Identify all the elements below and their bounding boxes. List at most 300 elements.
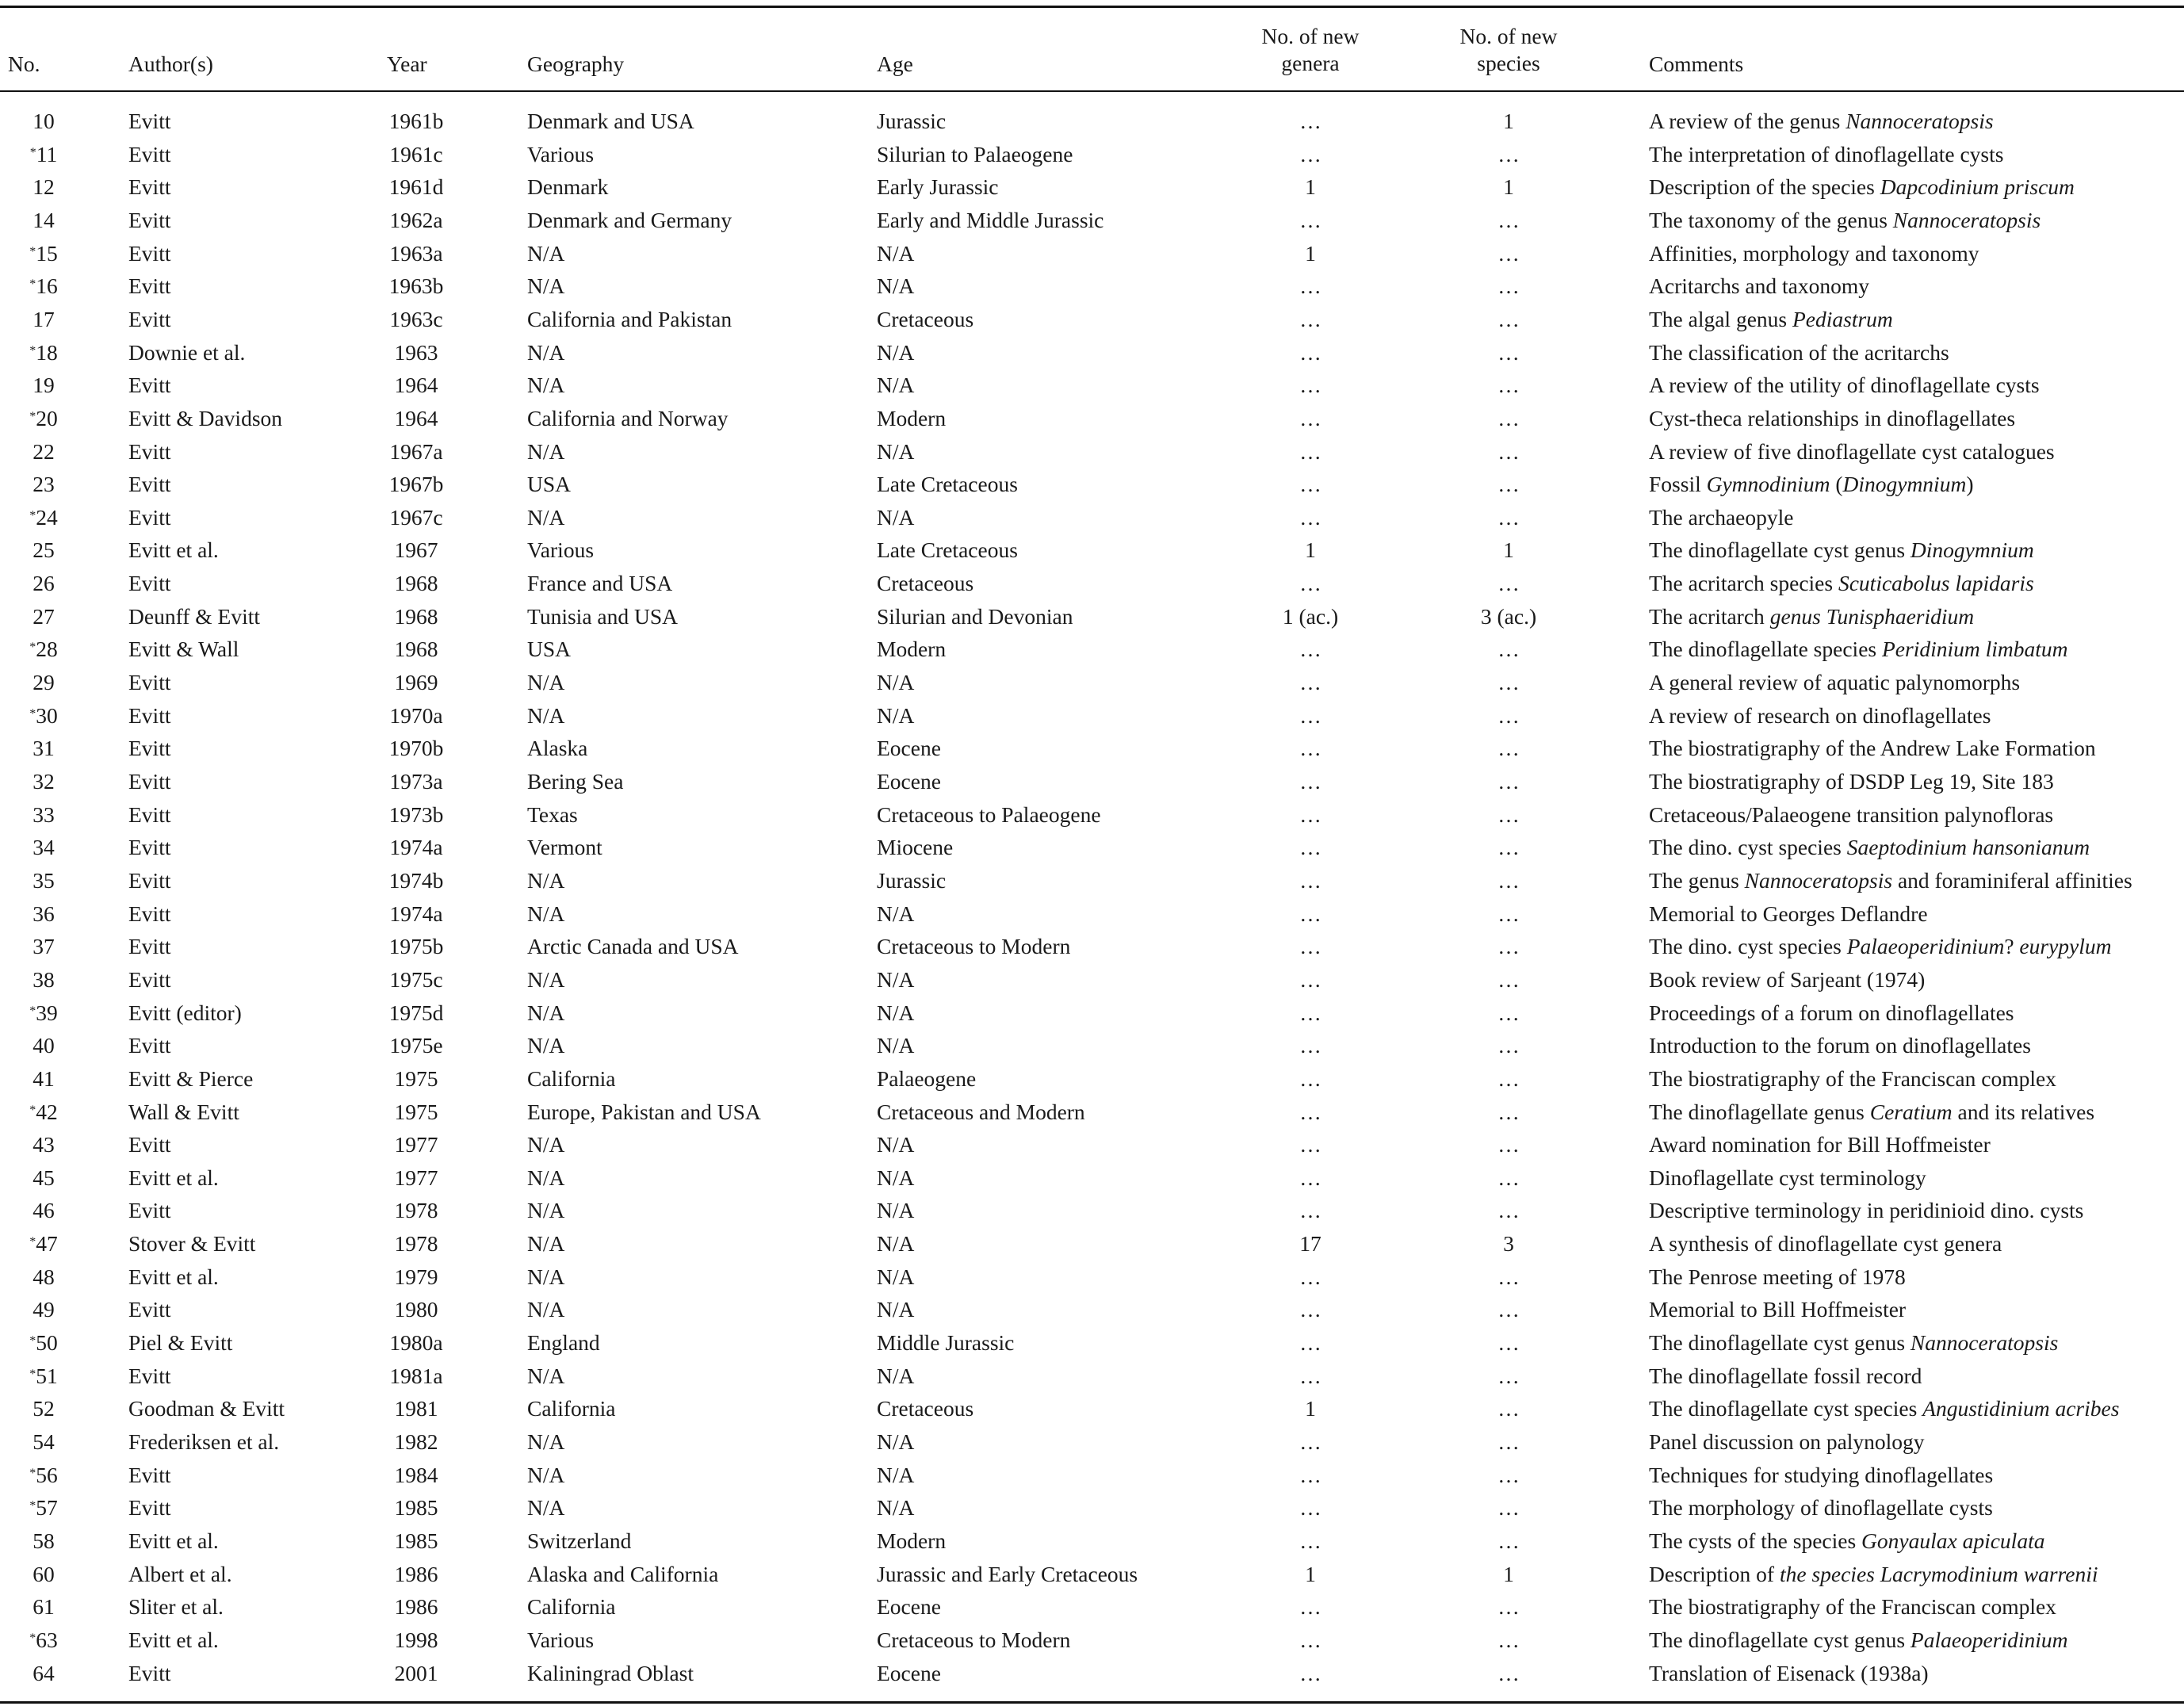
asterisk-marker: * [29, 1334, 36, 1348]
cell-author: Evitt [128, 1661, 171, 1685]
cell-year: 1980 [394, 1297, 438, 1322]
cell-geography: N/A [527, 505, 565, 530]
comment-text: Cyst-theca relationships in dinoflagellates [1649, 406, 2016, 430]
cell-author: Evitt [128, 1132, 171, 1157]
cell-new-genera: … [1299, 703, 1321, 728]
cell-year: 1963b [388, 273, 444, 298]
row-number: 48 [33, 1264, 55, 1289]
cell-comment [1649, 306, 1893, 332]
cell-new-species: 3 (ac.) [1480, 604, 1537, 629]
cell-year: 1964 [394, 406, 438, 430]
taxon-name: the species Lacrymodinium warrenii [1779, 1562, 2098, 1586]
cell-geography: Kaliningrad Oblast [527, 1661, 694, 1685]
cell-year: 1974b [388, 868, 444, 893]
asterisk-marker: * [29, 1631, 36, 1645]
cell-comment [1649, 834, 2090, 860]
comment-text: Techniques for studying dinoflagellates [1649, 1463, 1994, 1487]
cell-new-genera: … [1299, 571, 1321, 595]
cell-year: 1964 [394, 373, 438, 397]
cell-author: Evitt [128, 109, 171, 133]
cell-author: Evitt [128, 241, 171, 266]
cell-new-species: … [1497, 307, 1520, 331]
taxon-name: eurypylum [2019, 934, 2112, 958]
cell-comment [1649, 141, 2003, 167]
cell-year: 1985 [394, 1495, 438, 1520]
row-number: 12 [33, 174, 55, 199]
cell-new-species: 1 [1503, 537, 1514, 562]
cell-year: 1982 [394, 1429, 438, 1454]
cell-new-genera: … [1299, 1429, 1321, 1454]
cell-geography: Switzerland [527, 1528, 632, 1553]
cell-age: N/A [877, 241, 915, 266]
cell-new-species: … [1497, 1495, 1520, 1520]
cell-age: N/A [877, 373, 915, 397]
cell-author: Evitt [128, 901, 171, 926]
row-number: 22 [33, 439, 55, 464]
cell-new-species: … [1497, 142, 1520, 166]
row-number: 47 [36, 1231, 58, 1256]
cell-geography: N/A [527, 1429, 565, 1454]
cell-new-genera: … [1299, 340, 1321, 365]
cell-comment [1649, 735, 2096, 761]
cell-year: 1961b [388, 109, 444, 133]
cell-age: Eocene [877, 736, 941, 760]
cell-age: N/A [877, 1165, 915, 1190]
asterisk-marker: * [29, 1104, 36, 1117]
row-number: 35 [33, 868, 55, 893]
cell-new-genera: … [1299, 1264, 1321, 1289]
cell-new-genera: … [1299, 1100, 1321, 1124]
cell-no [8, 1296, 79, 1322]
cell-no [8, 1561, 79, 1587]
cell-year: 1985 [394, 1528, 438, 1553]
cell-new-species: … [1497, 373, 1520, 397]
taxon-name: Ceratium [1869, 1100, 1953, 1124]
row-number: 36 [33, 901, 55, 926]
cell-comment [1649, 1363, 1922, 1389]
cell-year: 1967c [389, 505, 443, 530]
cell-age: Eocene [877, 1594, 941, 1619]
cell-year: 1986 [394, 1594, 438, 1619]
cell-new-species: … [1497, 1364, 1520, 1388]
cell-no [8, 1593, 79, 1620]
cell-new-genera: … [1299, 967, 1321, 992]
row-number: 30 [36, 703, 58, 728]
cell-no [8, 438, 79, 465]
cell-new-genera: … [1299, 1661, 1321, 1685]
cell-no [8, 537, 79, 563]
cell-age: Cretaceous to Palaeogene [877, 802, 1101, 827]
cell-no [8, 1264, 79, 1290]
cell-geography: N/A [527, 703, 565, 728]
cell-age: N/A [877, 1033, 915, 1058]
cell-new-genera: … [1299, 505, 1321, 530]
cell-new-genera: … [1299, 1330, 1321, 1355]
taxon-name: Scuticabolus lapidaris [1838, 571, 2034, 595]
cell-no [8, 933, 79, 959]
cell-author: Evitt [128, 703, 171, 728]
cell-comment [1649, 933, 2112, 959]
cell-year: 1963a [389, 241, 443, 266]
cell-new-species: … [1497, 769, 1520, 794]
cell-year: 1973b [388, 802, 444, 827]
cell-year: 1974a [389, 901, 443, 926]
cell-new-species: … [1497, 1396, 1520, 1421]
cell-author: Wall & Evitt [128, 1100, 239, 1124]
cell-year: 1961d [388, 174, 444, 199]
cell-comment [1649, 1593, 2056, 1620]
comment-text: Proceedings of a forum on dinoflagellates [1649, 1000, 2014, 1025]
cell-geography: Various [527, 142, 595, 166]
row-number: 39 [36, 1000, 58, 1025]
cell-new-species: … [1497, 1297, 1520, 1322]
cell-author: Albert et al. [128, 1562, 232, 1586]
row-number: 42 [36, 1100, 58, 1124]
comment-text: Panel discussion on palynology [1649, 1429, 1925, 1454]
cell-author: Frederiksen et al. [128, 1429, 280, 1454]
cell-author: Goodman & Evitt [128, 1396, 285, 1421]
row-number: 17 [33, 307, 55, 331]
cell-new-genera: … [1299, 670, 1321, 694]
cell-new-genera: … [1299, 835, 1321, 859]
row-number: 60 [33, 1562, 55, 1586]
cell-age: Palaeogene [877, 1066, 977, 1091]
asterisk-marker: * [29, 277, 36, 291]
cell-age: N/A [877, 1495, 915, 1520]
row-number: 20 [36, 406, 58, 430]
row-number: 58 [33, 1528, 55, 1553]
cell-new-genera: … [1299, 901, 1321, 926]
row-number: 11 [36, 142, 58, 166]
cell-no [8, 603, 79, 629]
cell-geography: N/A [527, 1364, 565, 1388]
comment-text: Fossil [1649, 472, 1707, 496]
cell-new-genera: … [1299, 1495, 1321, 1520]
cell-new-species: … [1497, 1330, 1520, 1355]
cell-new-genera: … [1299, 1198, 1321, 1222]
cell-new-genera: 1 (ac.) [1282, 604, 1339, 629]
cell-year: 1975b [388, 934, 444, 958]
cell-age: N/A [877, 340, 915, 365]
taxon-name: Saeptodinium hansonianum [1846, 835, 2090, 859]
cell-no [8, 240, 79, 266]
cell-new-species: 1 [1503, 174, 1514, 199]
row-number: 63 [36, 1628, 58, 1652]
row-number: 45 [33, 1165, 55, 1190]
cell-age: N/A [877, 1429, 915, 1454]
cell-comment [1649, 669, 2020, 695]
cell-no [8, 1363, 79, 1389]
row-number: 46 [33, 1198, 55, 1222]
cell-age: Silurian to Palaeogene [877, 142, 1073, 166]
cell-comment [1649, 1660, 1929, 1686]
cell-new-genera: … [1299, 1364, 1321, 1388]
cell-comment [1649, 867, 2132, 893]
cell-geography: California [527, 1066, 616, 1091]
cell-new-genera: … [1299, 273, 1321, 298]
header-authors: Author(s) [128, 52, 213, 76]
header-year: Year [387, 52, 427, 76]
asterisk-marker: * [29, 146, 36, 159]
cell-new-species: … [1497, 340, 1520, 365]
comment-text: The morphology of dinoflagellate cysts [1649, 1495, 1993, 1520]
comment-text: The dino. cyst species [1649, 934, 1847, 958]
cell-comment [1649, 207, 2041, 233]
cell-new-species: … [1497, 1198, 1520, 1222]
comment-text: The interpretation of dinoflagellate cysts [1649, 142, 2004, 166]
comment-text: Translation of Eisenack (1938a) [1649, 1661, 1929, 1685]
comment-text: Introduction to the forum on dinoflagellates [1649, 1033, 2031, 1058]
cell-year: 1962a [389, 208, 443, 232]
cell-age: Early Jurassic [877, 174, 999, 199]
comment-text: Award nomination for Bill Hoffmeister [1649, 1132, 1991, 1157]
cell-no [8, 1032, 79, 1058]
cell-age: Eocene [877, 769, 941, 794]
comment-text: The biostratigraphy of DSDP Leg 19, Site 183 [1649, 769, 2054, 794]
cell-comment [1649, 372, 2040, 398]
row-number: 25 [33, 537, 55, 562]
cell-comment [1649, 1165, 1926, 1191]
cell-age: Modern [877, 1528, 947, 1553]
cell-author: Evitt [128, 1495, 171, 1520]
cell-geography: N/A [527, 1264, 565, 1289]
cell-comment [1649, 339, 1949, 365]
cell-geography: N/A [527, 1033, 565, 1058]
cell-comment [1649, 471, 1973, 497]
asterisk-marker: * [29, 707, 36, 721]
cell-new-genera: … [1299, 208, 1321, 232]
cell-new-species: … [1497, 241, 1520, 266]
cell-year: 1968 [394, 604, 438, 629]
cell-new-genera: … [1299, 736, 1321, 760]
cell-year: 1975 [394, 1066, 438, 1091]
taxon-name: Gymnodinium [1706, 472, 1830, 496]
cell-new-genera: … [1299, 373, 1321, 397]
cell-geography: France and USA [527, 571, 673, 595]
cell-age: Modern [877, 637, 947, 661]
cell-author: Evitt [128, 174, 171, 199]
row-number: 52 [33, 1396, 55, 1421]
cell-no [8, 273, 79, 299]
taxon-name: Nannoceratopsis [1845, 109, 1994, 133]
cell-no [8, 702, 79, 729]
header-age: Age [877, 52, 913, 76]
cell-age: Middle Jurassic [877, 1330, 1015, 1355]
cell-author: Evitt [128, 1297, 171, 1322]
cell-year: 2001 [394, 1661, 438, 1685]
cell-year: 1975e [389, 1033, 443, 1058]
comment-text: The Penrose meeting of 1978 [1649, 1264, 1906, 1289]
cell-comment [1649, 273, 1869, 299]
cell-comment [1649, 702, 1991, 729]
cell-author: Evitt [128, 1364, 171, 1388]
cell-no [8, 966, 79, 993]
cell-age: Cretaceous [877, 571, 974, 595]
cell-comment [1649, 1429, 1925, 1455]
row-number: 56 [36, 1463, 58, 1487]
cell-author: Evitt (editor) [128, 1000, 242, 1025]
cell-no [8, 504, 79, 530]
cell-author: Evitt [128, 967, 171, 992]
comment-text: The cysts of the species [1649, 1528, 1862, 1553]
cell-author: Evitt [128, 835, 171, 859]
cell-new-species: … [1497, 1661, 1520, 1685]
cell-year: 1975d [388, 1000, 444, 1025]
cell-new-species: 1 [1503, 1562, 1514, 1586]
cell-age: N/A [877, 1132, 915, 1157]
row-number: 23 [33, 472, 55, 496]
cell-new-species: … [1497, 868, 1520, 893]
cell-geography: N/A [527, 1495, 565, 1520]
row-number: 54 [33, 1429, 55, 1454]
cell-new-genera: … [1299, 109, 1321, 133]
taxon-name: Nannoceratopsis [1892, 208, 2041, 232]
taxon-name: Nannoceratopsis [1744, 868, 1893, 893]
cell-no [8, 669, 79, 695]
cell-comment [1649, 1395, 2119, 1421]
cell-age: Miocene [877, 835, 954, 859]
cell-new-genera: … [1299, 1594, 1321, 1619]
taxon-name: Palaeoperidinium [1910, 1628, 2068, 1652]
header-comments: Comments [1649, 52, 1744, 76]
cell-geography: N/A [527, 273, 565, 298]
asterisk-marker: * [29, 1235, 36, 1249]
cell-comment [1649, 1264, 1906, 1290]
comment-text: The archaeopyle [1649, 505, 1794, 530]
row-number: 43 [33, 1132, 55, 1157]
cell-new-species: … [1497, 1528, 1520, 1553]
cell-geography: N/A [527, 868, 565, 893]
header-geography: Geography [527, 52, 625, 76]
cell-comment [1649, 1000, 2014, 1026]
cell-comment [1649, 1561, 2098, 1587]
cell-author: Sliter et al. [128, 1594, 224, 1619]
row-number: 10 [33, 109, 55, 133]
comment-text: The biostratigraphy of the Franciscan complex [1649, 1594, 2056, 1619]
comment-text: The dinoflagellate fossil record [1649, 1364, 1922, 1388]
comment-text: The classification of the acritarchs [1649, 340, 1949, 365]
asterisk-marker: * [29, 1499, 36, 1513]
cell-new-species: … [1497, 273, 1520, 298]
cell-new-genera: … [1299, 1165, 1321, 1190]
cell-age: Jurassic [877, 109, 947, 133]
row-number: 50 [36, 1330, 58, 1355]
comment-text: A review of the utility of dinoflagellate cysts [1649, 373, 2040, 397]
cell-year: 1975c [389, 967, 443, 992]
cell-geography: USA [527, 637, 572, 661]
comment-text: Acritarchs and taxonomy [1649, 273, 1869, 298]
cell-geography: N/A [527, 901, 565, 926]
cell-comment [1649, 636, 2068, 662]
cell-age: N/A [877, 901, 915, 926]
cell-comment [1649, 1197, 2083, 1223]
cell-geography: N/A [527, 1132, 565, 1157]
row-number: 26 [33, 571, 55, 595]
cell-comment [1649, 174, 2075, 200]
cell-geography: Denmark and USA [527, 109, 694, 133]
cell-new-species: … [1497, 1100, 1520, 1124]
cell-new-genera: … [1299, 1132, 1321, 1157]
cell-no [8, 901, 79, 927]
cell-age: Late Cretaceous [877, 537, 1018, 562]
cell-author: Evitt [128, 373, 171, 397]
cell-no [8, 834, 79, 860]
cell-no [8, 174, 79, 200]
row-number: 34 [33, 835, 55, 859]
cell-age: N/A [877, 1364, 915, 1388]
comment-text: Memorial to Georges Deflandre [1649, 901, 1928, 926]
comment-text: The dinoflagellate cyst species [1649, 1396, 1923, 1421]
row-number: 64 [33, 1661, 55, 1685]
cell-year: 1998 [394, 1628, 438, 1652]
cell-year: 1978 [394, 1231, 438, 1256]
cell-no [8, 108, 79, 134]
cell-new-species: … [1497, 571, 1520, 595]
cell-geography: N/A [527, 967, 565, 992]
cell-new-genera: … [1299, 1463, 1321, 1487]
cell-geography: California [527, 1396, 616, 1421]
cell-new-genera: … [1299, 142, 1321, 166]
cell-new-species: … [1497, 439, 1520, 464]
cell-author: Evitt [128, 439, 171, 464]
cell-author: Evitt [128, 307, 171, 331]
cell-no [8, 1165, 79, 1191]
cell-age: Cretaceous to Modern [877, 1628, 1071, 1652]
row-number: 37 [33, 934, 55, 958]
cell-geography: N/A [527, 1165, 565, 1190]
taxon-name: Dinogymnium [1842, 472, 1967, 496]
cell-geography: England [527, 1330, 600, 1355]
cell-new-species: … [1497, 1594, 1520, 1619]
cell-no [8, 1230, 79, 1257]
cell-no [8, 405, 79, 431]
comment-text: The dinoflagellate species [1649, 637, 1882, 661]
cell-author: Evitt [128, 505, 171, 530]
cell-comment [1649, 1032, 2031, 1058]
cell-geography: California and Norway [527, 406, 729, 430]
comment-text: A review of five dinoflagellate cyst catalogues [1649, 439, 2055, 464]
asterisk-marker: * [29, 344, 36, 358]
cell-new-genera: … [1299, 1000, 1321, 1025]
taxon-name: Gonyaulax apiculata [1861, 1528, 2045, 1553]
row-number: 61 [33, 1594, 55, 1619]
cell-no [8, 1000, 79, 1026]
cell-geography: Alaska and California [527, 1562, 719, 1586]
cell-no [8, 735, 79, 761]
cell-age: Silurian and Devonian [877, 604, 1073, 629]
cell-age: Cretaceous and Modern [877, 1100, 1085, 1124]
row-number: 38 [33, 967, 55, 992]
cell-geography: Vermont [527, 835, 602, 859]
cell-age: N/A [877, 439, 915, 464]
row-number: 49 [33, 1297, 55, 1322]
cell-author: Evitt [128, 472, 171, 496]
cell-comment [1649, 504, 1793, 530]
cell-new-species: … [1497, 637, 1520, 661]
row-number: 29 [33, 670, 55, 694]
cell-no [8, 570, 79, 596]
comment-text: The acritarch [1649, 604, 1770, 629]
cell-no [8, 1462, 79, 1488]
cell-year: 1970a [389, 703, 443, 728]
cell-no [8, 636, 79, 662]
cell-new-genera: … [1299, 769, 1321, 794]
cell-geography: N/A [527, 1297, 565, 1322]
cell-comment [1649, 537, 2034, 563]
comment-text: The taxonomy of the genus [1649, 208, 1893, 232]
cell-author: Evitt & Wall [128, 637, 239, 661]
comment-text: Affinities, morphology and taxonomy [1649, 241, 1979, 266]
